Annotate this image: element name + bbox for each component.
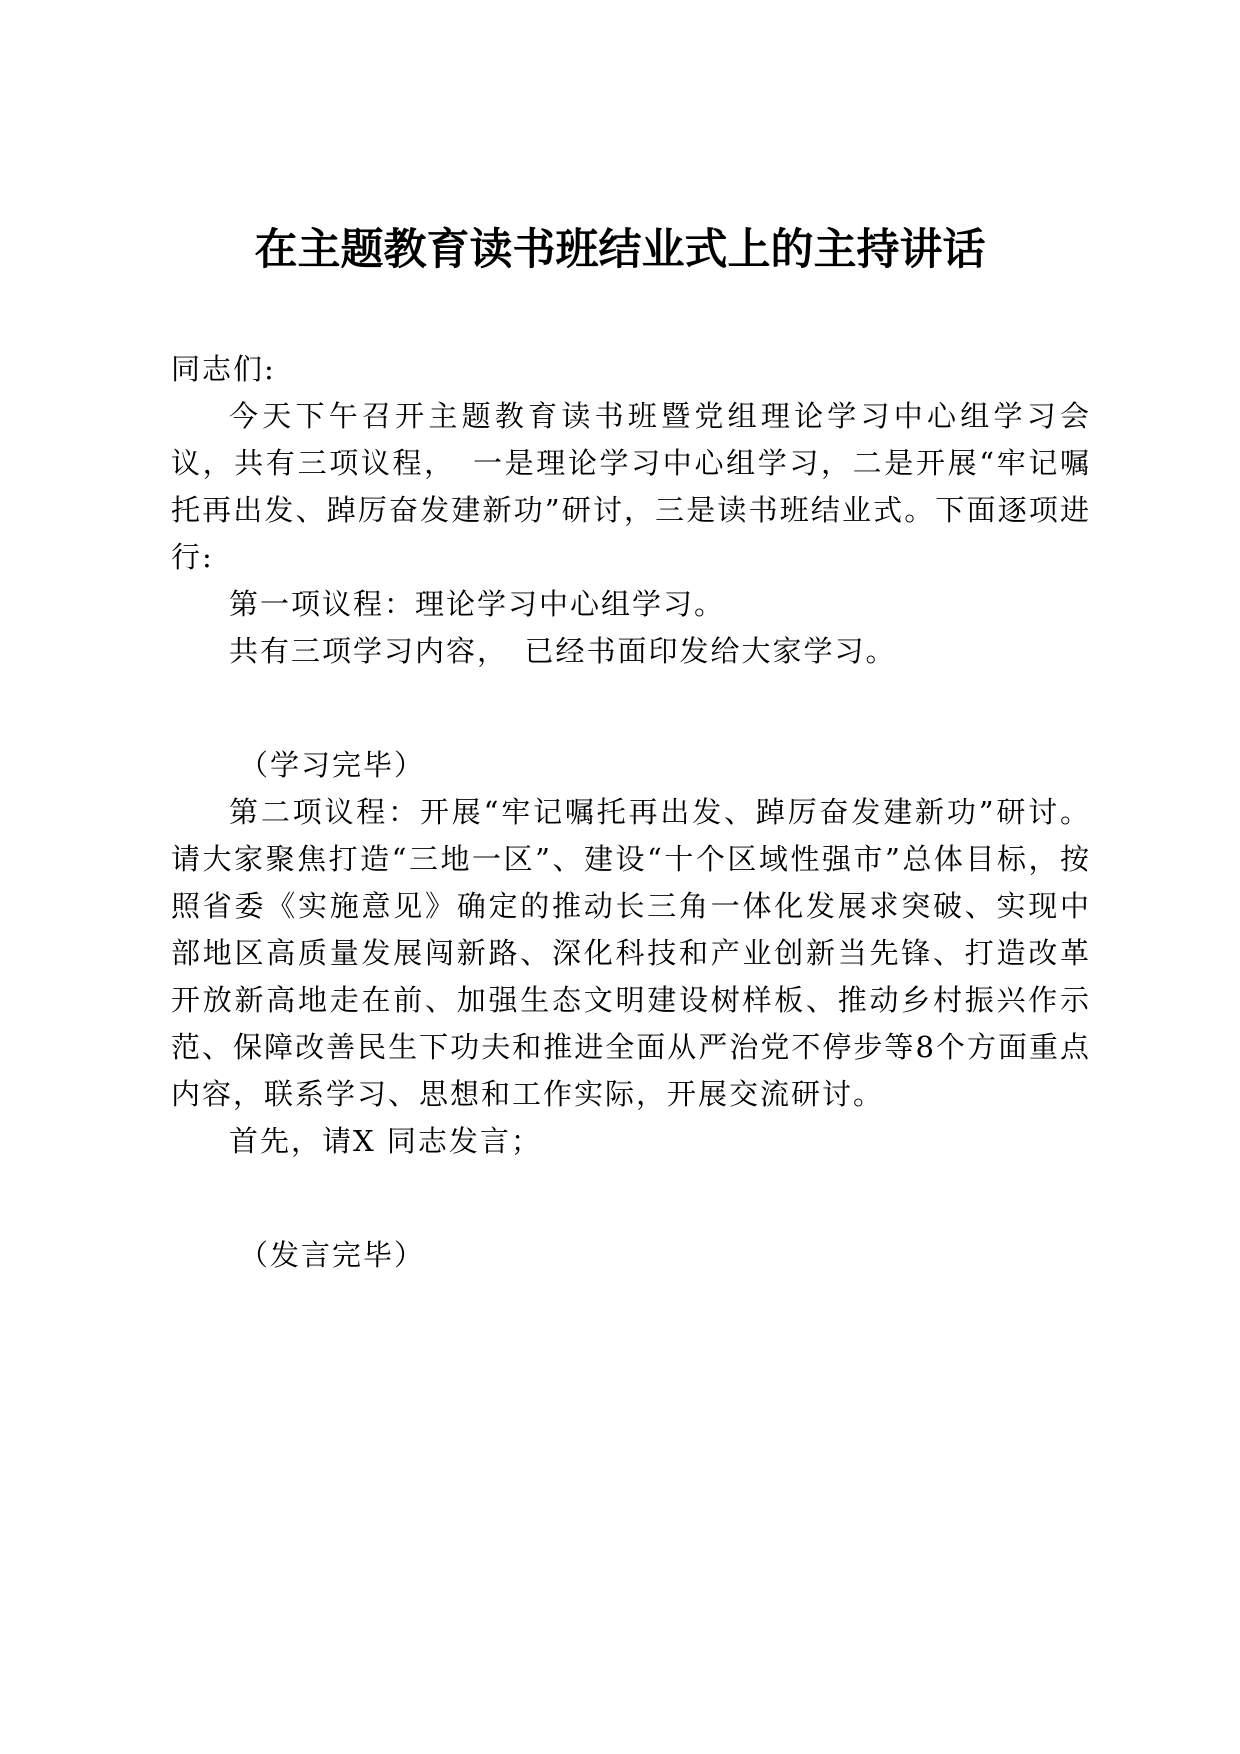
paragraph-intro: 今天下午召开主题教育读书班暨党组理论学习中心组学习会议，共有三项议程， 一是理论学习中心组学习，二是开展“牢记嘱托再出发、踔厉奋发建新功”研讨，三是读书班结业式。下面逐项进行:	[171, 399, 1091, 574]
document-title: 在主题教育读书班结业式上的主持讲话	[254, 225, 986, 275]
salutation: 同志们:	[171, 352, 276, 386]
document-body	[171, 346, 1091, 1279]
paragraph-agenda-two: 第二项议程：开展“牢记嘱托再出发、踔厉奋发建新功”研讨。请大家聚焦打造“三地一区”、建设“十个区域性强市”总体目标，按照省委《实施意见》确定的推动长三角一体化发展求突破、实现中部地区高质量发展闯新路、深化科技和产业创新当先锋、打造改革开放新高地走在前、加强生态文明建设树样板、推动乡村振兴作示范、保障改善民生下功夫和推进全面从严治党不停步等8个方面重点内容，联系学习、思想和工作实际，开展交流研讨。	[171, 795, 1091, 1111]
paragraph-agenda-one: 第一项议程：理论学习中心组学习。	[229, 587, 726, 621]
paragraph-speech-complete: （发言完毕）	[239, 1238, 426, 1272]
paragraph-first-speaker: 首先，请X 同志发言；	[229, 1124, 542, 1158]
paragraph-study-content: 共有三项学习内容， 已经书面印发给大家学习。	[229, 634, 897, 668]
paragraph-study-complete: （学习完毕）	[239, 748, 426, 782]
